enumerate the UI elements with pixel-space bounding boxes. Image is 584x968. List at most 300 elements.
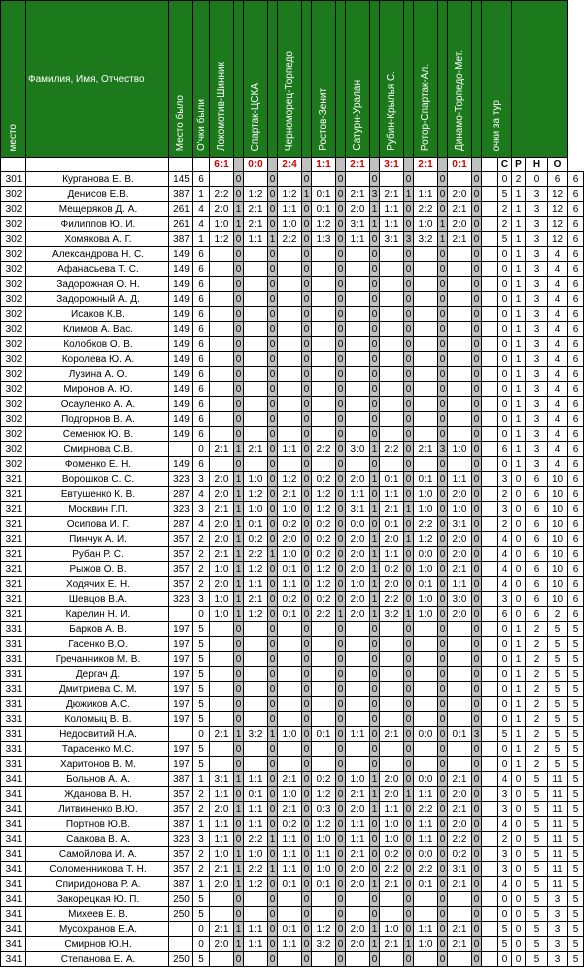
prediction-cell bbox=[448, 742, 472, 757]
name-cell: Смирнов Ю.Н. bbox=[26, 937, 169, 952]
place-cell: 321 bbox=[1, 487, 26, 502]
stat-c-cell: 0 bbox=[512, 472, 526, 487]
prediction-score-cell: 0 bbox=[472, 412, 482, 427]
stat-c-cell: 1 bbox=[512, 352, 526, 367]
prediction-score-cell: 0 bbox=[404, 427, 414, 442]
prediction-score-cell: 3 bbox=[404, 232, 414, 247]
prediction-score-cell: 0 bbox=[268, 337, 278, 352]
prediction-score-cell: 0 bbox=[438, 502, 448, 517]
prediction-cell bbox=[278, 172, 302, 187]
tour-points-header: очки за тур bbox=[482, 1, 512, 158]
prediction-score-cell: 0 bbox=[336, 307, 346, 322]
match-result-6: 3:1 bbox=[380, 158, 404, 172]
name-cell: Задорожная О. Н. bbox=[26, 277, 169, 292]
prediction-cell: 1:0 bbox=[278, 217, 302, 232]
prediction-score-cell: 0 bbox=[404, 382, 414, 397]
prediction-cell bbox=[414, 322, 438, 337]
prediction-cell bbox=[380, 262, 404, 277]
prev-points-cell: 0 bbox=[193, 937, 210, 952]
prediction-score-cell: 0 bbox=[472, 352, 482, 367]
prediction-cell: 2:0 bbox=[210, 577, 234, 592]
prediction-cell: 1:2 bbox=[312, 487, 336, 502]
match-result-3: 2:4 bbox=[278, 158, 302, 172]
tour-points-cell: 4 bbox=[498, 547, 512, 562]
prediction-cell: 1:2 bbox=[312, 922, 336, 937]
name-cell: Недосвитий Н.А. bbox=[26, 727, 169, 742]
prev-place-cell: 197 bbox=[169, 697, 193, 712]
place-cell: 321 bbox=[1, 502, 26, 517]
stat-n-cell: 4 bbox=[548, 322, 568, 337]
prediction-cell bbox=[278, 412, 302, 427]
prediction-score-cell: 0 bbox=[472, 472, 482, 487]
prediction-cell: 1:0 bbox=[346, 772, 370, 787]
stat-n-cell: 4 bbox=[548, 292, 568, 307]
prev-points-cell: 2 bbox=[193, 802, 210, 817]
prediction-score-cell: 0 bbox=[472, 532, 482, 547]
prediction-cell: 1:0 bbox=[244, 472, 268, 487]
spacer-cell bbox=[482, 367, 498, 382]
prediction-score-cell: 0 bbox=[438, 547, 448, 562]
prev-place-cell: 387 bbox=[169, 817, 193, 832]
prediction-score-cell: 0 bbox=[234, 367, 244, 382]
prediction-cell: 2:1 bbox=[448, 877, 472, 892]
spacer-cell bbox=[482, 772, 498, 787]
prediction-cell bbox=[414, 412, 438, 427]
name-cell: Барков А. В. bbox=[26, 622, 169, 637]
prediction-score-cell: 0 bbox=[336, 592, 346, 607]
name-cell: Задорожный А. Д. bbox=[26, 292, 169, 307]
prediction-cell: 1:2 bbox=[312, 577, 336, 592]
prediction-cell bbox=[210, 247, 234, 262]
prediction-score-cell: 1 bbox=[234, 877, 244, 892]
match-header-3: Черноморец-Торпедо bbox=[278, 1, 302, 158]
prediction-cell bbox=[278, 652, 302, 667]
prediction-cell: 0:1 bbox=[244, 787, 268, 802]
prediction-cell bbox=[448, 667, 472, 682]
prediction-cell: 0:1 bbox=[448, 727, 472, 742]
prediction-cell bbox=[448, 367, 472, 382]
prediction-cell: 2:1 bbox=[346, 847, 370, 862]
prediction-score-cell: 0 bbox=[404, 817, 414, 832]
spacer-cell bbox=[482, 442, 498, 457]
prediction-score-cell: 0 bbox=[336, 802, 346, 817]
stat-header-c: С bbox=[498, 158, 512, 172]
prediction-cell: 1:0 bbox=[210, 217, 234, 232]
prediction-cell: 2:2 bbox=[244, 862, 268, 877]
prev-points-cell: 2 bbox=[193, 562, 210, 577]
stat-c-cell: 0 bbox=[512, 502, 526, 517]
prediction-cell: 1:1 bbox=[244, 802, 268, 817]
prediction-score-cell: 0 bbox=[370, 682, 380, 697]
prediction-score-cell: 0 bbox=[336, 247, 346, 262]
name-cell: Коломыц В. В. bbox=[26, 712, 169, 727]
prev-place-cell: 250 bbox=[169, 952, 193, 967]
prediction-score-cell: 0 bbox=[472, 187, 482, 202]
prediction-cell bbox=[380, 322, 404, 337]
prediction-score-cell: 0 bbox=[472, 757, 482, 772]
prediction-cell bbox=[448, 952, 472, 967]
prediction-cell: 2:1 bbox=[210, 442, 234, 457]
prev-place-header: Место было bbox=[169, 1, 193, 158]
prediction-cell: 2:1 bbox=[244, 592, 268, 607]
prediction-score-cell: 1 bbox=[234, 772, 244, 787]
prediction-cell bbox=[210, 292, 234, 307]
prev-place-cell: 357 bbox=[169, 577, 193, 592]
prediction-cell bbox=[210, 172, 234, 187]
prediction-score-cell: 0 bbox=[302, 697, 312, 712]
prediction-score-cell: 0 bbox=[302, 202, 312, 217]
stat-n-cell: 5 bbox=[548, 727, 568, 742]
prediction-score-cell: 0 bbox=[404, 952, 414, 967]
prediction-score-cell: 0 bbox=[404, 562, 414, 577]
prediction-cell: 2:2 bbox=[312, 607, 336, 622]
stat-r-cell: 2 bbox=[526, 727, 548, 742]
stat-o-cell: 6 bbox=[568, 307, 584, 322]
prediction-score-cell: 0 bbox=[302, 307, 312, 322]
prev-points-cell: 0 bbox=[193, 922, 210, 937]
prediction-score-cell: 0 bbox=[336, 202, 346, 217]
prediction-score-cell: 0 bbox=[336, 757, 346, 772]
stat-c-cell: 2 bbox=[512, 172, 526, 187]
prediction-cell: 2:1 bbox=[210, 727, 234, 742]
prediction-score-cell: 0 bbox=[302, 322, 312, 337]
prediction-cell: 1:1 bbox=[312, 847, 336, 862]
prediction-cell: 2:2 bbox=[244, 832, 268, 847]
place-cell: 302 bbox=[1, 322, 26, 337]
stat-r-cell: 3 bbox=[526, 397, 548, 412]
prev-points-cell: 3 bbox=[193, 832, 210, 847]
table-row bbox=[1, 817, 584, 832]
stat-o-cell: 6 bbox=[568, 367, 584, 382]
prev-points-cell: 6 bbox=[193, 292, 210, 307]
prediction-score-cell: 0 bbox=[404, 637, 414, 652]
prediction-cell bbox=[244, 322, 268, 337]
prediction-score-cell: 3 bbox=[472, 727, 482, 742]
prediction-cell bbox=[346, 742, 370, 757]
name-cell: Степанова Е. А. bbox=[26, 952, 169, 967]
prediction-score-cell: 0 bbox=[472, 487, 482, 502]
prediction-cell: 2:1 bbox=[244, 442, 268, 457]
prev-points-cell: 5 bbox=[193, 622, 210, 637]
prediction-score-cell: 1 bbox=[370, 787, 380, 802]
prediction-cell bbox=[244, 262, 268, 277]
stat-r-cell: 0 bbox=[526, 172, 548, 187]
tour-points-cell: 4 bbox=[498, 577, 512, 592]
prediction-cell: 2:1 bbox=[380, 727, 404, 742]
prediction-cell: 1:2 bbox=[244, 187, 268, 202]
prediction-score-cell: 0 bbox=[302, 397, 312, 412]
prediction-score-cell: 1 bbox=[234, 442, 244, 457]
prediction-cell bbox=[278, 322, 302, 337]
prediction-score-cell: 0 bbox=[268, 922, 278, 937]
prediction-cell bbox=[414, 262, 438, 277]
stat-n-cell: 10 bbox=[548, 547, 568, 562]
place-cell: 321 bbox=[1, 577, 26, 592]
tour-points-cell: 0 bbox=[498, 247, 512, 262]
prediction-cell: 2:0 bbox=[210, 517, 234, 532]
stat-r-cell: 6 bbox=[526, 502, 548, 517]
prediction-score-cell: 0 bbox=[302, 937, 312, 952]
place-cell: 302 bbox=[1, 337, 26, 352]
prediction-score-cell: 0 bbox=[336, 862, 346, 877]
stat-n-cell: 3 bbox=[548, 952, 568, 967]
prediction-score-cell: 0 bbox=[472, 787, 482, 802]
prediction-cell: 1:1 bbox=[346, 727, 370, 742]
prediction-score-cell: 0 bbox=[438, 487, 448, 502]
prediction-cell: 1:0 bbox=[278, 787, 302, 802]
stat-o-cell: 6 bbox=[568, 427, 584, 442]
prediction-cell bbox=[346, 412, 370, 427]
prediction-cell: 1:1 bbox=[380, 487, 404, 502]
prediction-score-cell: 0 bbox=[404, 622, 414, 637]
prediction-cell bbox=[346, 262, 370, 277]
spacer-cell bbox=[482, 682, 498, 697]
prev-points-cell: 1 bbox=[193, 817, 210, 832]
prediction-cell: 1:1 bbox=[278, 937, 302, 952]
prediction-score-cell: 1 bbox=[404, 502, 414, 517]
prediction-score-cell: 1 bbox=[234, 607, 244, 622]
prediction-cell bbox=[312, 757, 336, 772]
prediction-score-cell: 0 bbox=[438, 877, 448, 892]
prediction-score-cell: 0 bbox=[268, 562, 278, 577]
prediction-score-cell: 0 bbox=[472, 877, 482, 892]
prediction-cell bbox=[278, 397, 302, 412]
prediction-score-cell: 0 bbox=[336, 772, 346, 787]
prediction-score-cell: 0 bbox=[370, 307, 380, 322]
prediction-score-cell: 0 bbox=[302, 487, 312, 502]
prediction-cell bbox=[278, 427, 302, 442]
prediction-cell bbox=[414, 682, 438, 697]
spacer-cell bbox=[482, 307, 498, 322]
prev-place-cell: 149 bbox=[169, 382, 193, 397]
stat-o-cell: 5 bbox=[568, 652, 584, 667]
prediction-score-cell: 0 bbox=[302, 877, 312, 892]
prediction-cell: 1:1 bbox=[380, 202, 404, 217]
stat-o-cell: 5 bbox=[568, 697, 584, 712]
table-row bbox=[1, 772, 584, 787]
prediction-cell: 2:0 bbox=[448, 217, 472, 232]
spacer-cell bbox=[482, 292, 498, 307]
prediction-score-cell: 0 bbox=[268, 847, 278, 862]
stat-r-cell: 3 bbox=[526, 352, 548, 367]
prediction-score-cell: 0 bbox=[234, 907, 244, 922]
prev-place-cell: 197 bbox=[169, 757, 193, 772]
stat-n-cell: 4 bbox=[548, 412, 568, 427]
prediction-cell: 2:1 bbox=[210, 502, 234, 517]
stat-o-cell: 5 bbox=[568, 937, 584, 952]
prediction-cell: 0:2 bbox=[380, 562, 404, 577]
table-row bbox=[1, 382, 584, 397]
prediction-cell: 1:1 bbox=[448, 472, 472, 487]
result-spacer bbox=[268, 158, 278, 172]
stat-c-cell: 1 bbox=[512, 232, 526, 247]
stat-c-cell: 1 bbox=[512, 307, 526, 322]
prediction-cell: 0:2 bbox=[278, 817, 302, 832]
prediction-score-cell: 0 bbox=[438, 592, 448, 607]
prediction-score-cell: 0 bbox=[336, 712, 346, 727]
prediction-cell bbox=[312, 397, 336, 412]
prediction-cell bbox=[380, 907, 404, 922]
prev-place-cell: 197 bbox=[169, 622, 193, 637]
prediction-score-cell: 1 bbox=[234, 802, 244, 817]
prediction-score-cell: 0 bbox=[438, 562, 448, 577]
prediction-score-cell: 0 bbox=[438, 337, 448, 352]
prediction-score-cell: 0 bbox=[472, 202, 482, 217]
prediction-score-cell: 1 bbox=[234, 937, 244, 952]
prediction-cell: 1:0 bbox=[380, 832, 404, 847]
stat-r-cell: 3 bbox=[526, 427, 548, 442]
prev-place-cell: 357 bbox=[169, 787, 193, 802]
prediction-score-cell: 0 bbox=[302, 427, 312, 442]
stat-r-cell: 2 bbox=[526, 637, 548, 652]
stat-o-cell: 6 bbox=[568, 322, 584, 337]
tour-points-cell: 0 bbox=[498, 307, 512, 322]
prediction-cell bbox=[414, 292, 438, 307]
prediction-cell: 1:2 bbox=[244, 607, 268, 622]
prev-place-cell: 197 bbox=[169, 637, 193, 652]
prediction-cell: 0:1 bbox=[278, 562, 302, 577]
prediction-cell: 0:1 bbox=[380, 517, 404, 532]
table-row bbox=[1, 667, 584, 682]
prediction-cell: 0:1 bbox=[312, 187, 336, 202]
prediction-cell bbox=[346, 907, 370, 922]
prediction-cell bbox=[312, 262, 336, 277]
table-row bbox=[1, 487, 584, 502]
prediction-cell bbox=[346, 652, 370, 667]
prediction-cell: 2:1 bbox=[346, 187, 370, 202]
prediction-score-cell: 0 bbox=[438, 412, 448, 427]
stat-r-cell: 5 bbox=[526, 862, 548, 877]
prediction-score-cell: 0 bbox=[438, 802, 448, 817]
stat-n-cell: 3 bbox=[548, 922, 568, 937]
prediction-cell bbox=[244, 682, 268, 697]
prediction-cell bbox=[346, 682, 370, 697]
prediction-cell bbox=[312, 412, 336, 427]
stat-c-cell: 1 bbox=[512, 727, 526, 742]
prediction-cell: 0:1 bbox=[312, 202, 336, 217]
stat-c-cell: 0 bbox=[512, 787, 526, 802]
prev-place-cell: 357 bbox=[169, 547, 193, 562]
place-cell: 301 bbox=[1, 172, 26, 187]
prediction-cell bbox=[244, 907, 268, 922]
stat-n-cell: 10 bbox=[548, 562, 568, 577]
prediction-score-cell: 0 bbox=[404, 307, 414, 322]
table-row bbox=[1, 517, 584, 532]
prediction-score-cell: 0 bbox=[472, 637, 482, 652]
prediction-score-cell: 0 bbox=[268, 742, 278, 757]
prediction-score-cell: 0 bbox=[336, 727, 346, 742]
stat-r-cell: 5 bbox=[526, 832, 548, 847]
place-cell: 341 bbox=[1, 907, 26, 922]
stat-c-cell: 1 bbox=[512, 217, 526, 232]
table-row bbox=[1, 472, 584, 487]
name-cell: Евтушенко К. В. bbox=[26, 487, 169, 502]
prediction-cell: 1:1 bbox=[244, 232, 268, 247]
prediction-score-cell: 0 bbox=[336, 622, 346, 637]
prediction-score-cell: 1 bbox=[370, 502, 380, 517]
prediction-cell: 0:1 bbox=[278, 922, 302, 937]
match-score-header bbox=[234, 1, 244, 158]
prediction-score-cell: 0 bbox=[370, 622, 380, 637]
tour-points-cell: 4 bbox=[498, 817, 512, 832]
prediction-score-cell: 0 bbox=[268, 277, 278, 292]
stat-o-cell: 6 bbox=[568, 172, 584, 187]
tour-points-cell: 0 bbox=[498, 697, 512, 712]
tour-points-cell: 3 bbox=[498, 502, 512, 517]
stat-o-cell: 5 bbox=[568, 682, 584, 697]
prediction-cell: 1:0 bbox=[346, 577, 370, 592]
prediction-score-cell: 0 bbox=[268, 472, 278, 487]
prediction-score-cell: 0 bbox=[438, 742, 448, 757]
prediction-cell bbox=[210, 367, 234, 382]
prediction-score-cell: 0 bbox=[438, 622, 448, 637]
spacer-cell bbox=[482, 187, 498, 202]
prediction-cell: 1:1 bbox=[278, 847, 302, 862]
table-row bbox=[1, 577, 584, 592]
spacer-cell bbox=[482, 922, 498, 937]
prediction-score-cell: 0 bbox=[472, 397, 482, 412]
prediction-score-cell: 0 bbox=[234, 832, 244, 847]
stat-o-cell: 6 bbox=[568, 412, 584, 427]
stat-o-cell: 6 bbox=[568, 577, 584, 592]
prediction-cell: 0:1 bbox=[414, 877, 438, 892]
stat-r-cell: 2 bbox=[526, 652, 548, 667]
place-cell: 331 bbox=[1, 652, 26, 667]
prediction-cell bbox=[278, 892, 302, 907]
stat-n-cell: 4 bbox=[548, 397, 568, 412]
prediction-score-cell: 3 bbox=[438, 442, 448, 457]
tour-points-cell: 5 bbox=[498, 937, 512, 952]
prediction-score-cell: 0 bbox=[438, 817, 448, 832]
place-cell: 302 bbox=[1, 262, 26, 277]
prediction-score-cell: 0 bbox=[234, 397, 244, 412]
match-score-header bbox=[302, 1, 312, 158]
prediction-score-cell: 1 bbox=[336, 607, 346, 622]
prev-points-cell: 5 bbox=[193, 712, 210, 727]
prediction-score-cell: 0 bbox=[268, 187, 278, 202]
place-cell: 341 bbox=[1, 922, 26, 937]
prediction-cell bbox=[244, 412, 268, 427]
prediction-score-cell: 0 bbox=[404, 847, 414, 862]
prediction-cell bbox=[448, 907, 472, 922]
prediction-score-cell: 0 bbox=[472, 667, 482, 682]
prediction-score-cell: 0 bbox=[438, 577, 448, 592]
prediction-cell bbox=[210, 262, 234, 277]
prediction-cell bbox=[244, 952, 268, 967]
prediction-score-cell: 0 bbox=[370, 172, 380, 187]
prediction-score-cell: 0 bbox=[438, 352, 448, 367]
stat-n-cell: 5 bbox=[548, 622, 568, 637]
table-row bbox=[1, 907, 584, 922]
prediction-cell bbox=[380, 277, 404, 292]
prediction-cell: 0:2 bbox=[448, 847, 472, 862]
prediction-cell bbox=[414, 907, 438, 922]
prediction-cell bbox=[210, 457, 234, 472]
prediction-cell: 2:2 bbox=[278, 232, 302, 247]
place-cell: 331 bbox=[1, 757, 26, 772]
prediction-cell bbox=[414, 427, 438, 442]
prediction-score-cell: 0 bbox=[472, 322, 482, 337]
prediction-cell: 2:0 bbox=[346, 532, 370, 547]
prediction-score-cell: 0 bbox=[302, 772, 312, 787]
spacer-cell bbox=[482, 667, 498, 682]
prediction-cell bbox=[414, 307, 438, 322]
prediction-cell bbox=[278, 457, 302, 472]
stat-r-cell: 5 bbox=[526, 802, 548, 817]
prediction-cell bbox=[380, 952, 404, 967]
prediction-cell: 0:2 bbox=[312, 532, 336, 547]
prediction-cell bbox=[414, 622, 438, 637]
